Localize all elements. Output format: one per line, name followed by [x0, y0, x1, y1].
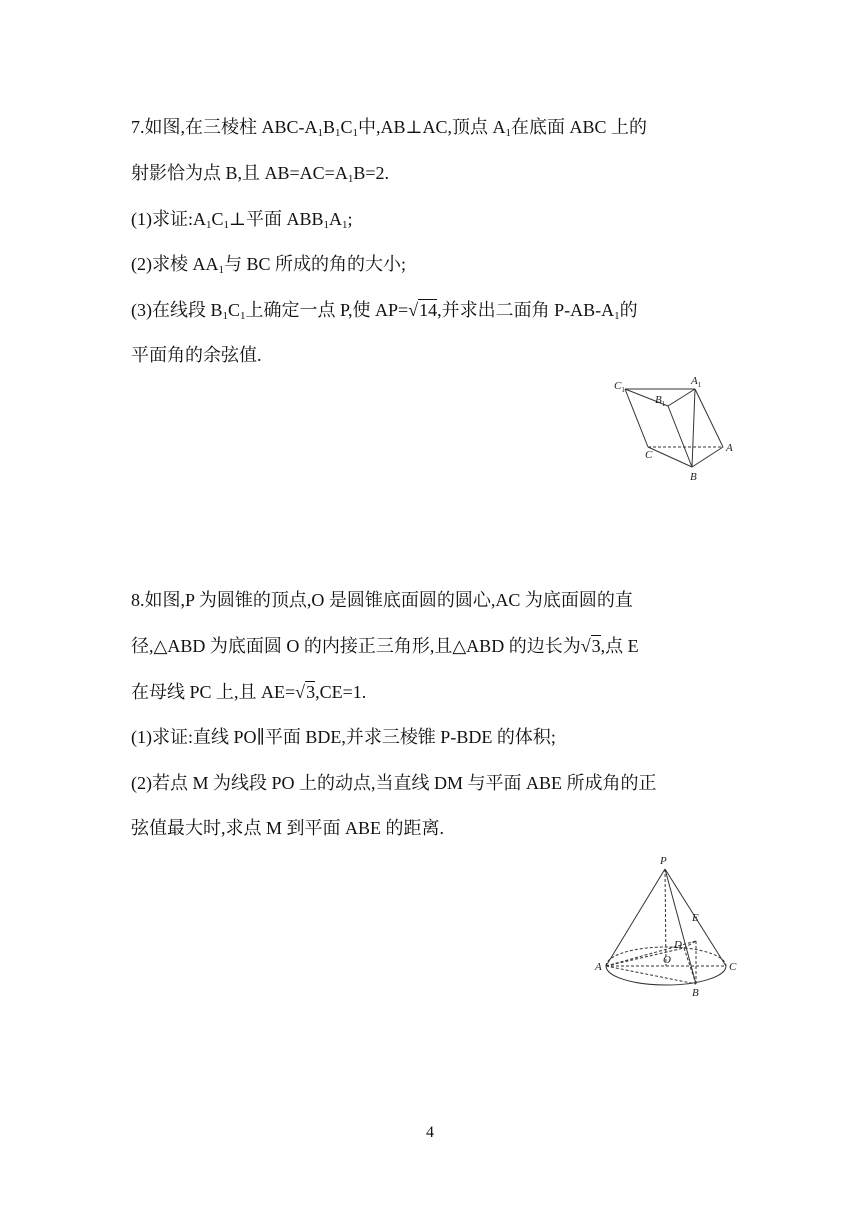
q8-line-1: 8.如图,P 为圆锥的顶点,O 是圆锥底面圆的圆心,AC 为底面圆的直 [131, 590, 633, 610]
q7-prism-figure [610, 372, 740, 487]
label-C8: C [729, 961, 737, 973]
label-P: P [660, 855, 667, 867]
q8-line-3: 在母线 PC 上,且 AE=√3,CE=1. [131, 682, 367, 702]
label-O: O [663, 954, 671, 966]
label-C: C [645, 449, 653, 461]
label-E: E [692, 912, 699, 924]
label-D: D [674, 939, 682, 951]
label-A1: $A_1$ [691, 375, 702, 389]
q7-part-3-cont: 平面角的余弦值. [131, 345, 262, 365]
label-B1: $B_1$ [655, 394, 666, 408]
sqrt-3-b: √3 [295, 682, 316, 702]
q8-cone-figure [592, 852, 740, 1000]
label-A8: A [595, 961, 602, 973]
q7-line-2: 射影恰为点 B,且 $AB=AC=A_1B=2$. [131, 163, 389, 185]
label-B8: B [692, 987, 699, 999]
sqrt-14: √14 [408, 300, 438, 320]
q7-part-3: (3)在线段 $B_1C_1$上确定一点 P,使 AP=√14,并求出二面角 $P-AB-A_1$的 [131, 300, 638, 322]
sqrt-3-a: √3 [580, 636, 601, 656]
label-A: A [726, 442, 733, 454]
q8-part-2: (2)若点 M 为线段 PO 上的动点,当直线 DM 与平面 ABE 所成角的正 [131, 773, 657, 793]
q8-part-1: (1)求证:直线 PO∥平面 BDE,并求三棱锥 P-BDE 的体积; [131, 727, 556, 747]
page-number: 4 [426, 1124, 434, 1141]
q7-part-2: (2)求棱 $AA_1$与 BC 所成的角的大小; [131, 254, 407, 276]
q8-part-2-cont: 弦值最大时,求点 M 到平面 ABE 的距离. [131, 818, 445, 838]
q7-line-1: 7.如图,在三棱柱 ABC-$A_1B_1C_1$中,AB⊥AC,顶点 $A_1$在底面 ABC 上的 [131, 117, 647, 139]
label-C1: $C_1$ [614, 380, 625, 394]
label-B: B [690, 471, 697, 483]
q8-line-2: 径,△ABD 为底面圆 O 的内接正三角形,且△ABD 的边长为√3,点 E [131, 636, 639, 656]
q7-part-1: (1)求证$:A_1C_1\perp$平面 $ABB_1A_1$; [131, 209, 353, 231]
